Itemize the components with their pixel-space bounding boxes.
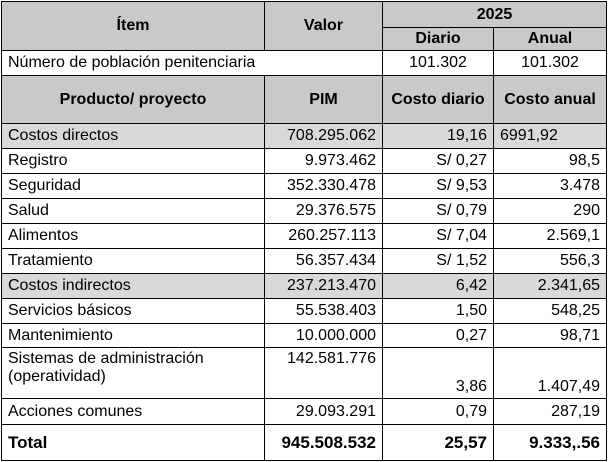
row-anual: 556,3: [494, 249, 607, 274]
table-row: [2, 324, 607, 348]
total-label: Total: [2, 425, 265, 461]
row-pim: 29.093.291: [265, 399, 383, 425]
header-item: Ítem: [2, 2, 265, 51]
row-label: Sistemas de administración (operatividad): [2, 348, 265, 399]
table-row: [2, 149, 607, 174]
row-anual: 1.407,49: [494, 348, 607, 399]
row-anual: 3.478: [494, 174, 607, 199]
row-pim: 9.973.462: [265, 149, 383, 174]
row-label: Mantenimiento: [2, 324, 265, 348]
row-label: Tratamiento: [2, 249, 265, 274]
row-pim: 260.257.113: [265, 224, 383, 249]
population-row: [2, 51, 607, 76]
table-row: [2, 274, 607, 299]
header-row-1: [2, 2, 607, 28]
row-anual: 2.341,65: [494, 274, 607, 299]
table-row: [2, 399, 607, 425]
header-diario: Diario: [383, 28, 494, 51]
table-row: [2, 199, 607, 224]
subheader-producto: Producto/ proyecto: [2, 76, 265, 124]
row-diario: S/ 7,04: [383, 224, 494, 249]
row-label: Salud: [2, 199, 265, 224]
row-anual: 290: [494, 199, 607, 224]
table-row: [2, 249, 607, 274]
row-anual: 98,5: [494, 149, 607, 174]
population-label: Número de población penitenciaria: [2, 51, 383, 76]
subheader-costo-anual: Costo anual: [494, 76, 607, 124]
row-anual: 6991,92: [494, 124, 607, 149]
row-pim: 352.330.478: [265, 174, 383, 199]
row-label: Acciones comunes: [2, 399, 265, 425]
row-diario: S/ 1,52: [383, 249, 494, 274]
row-diario: 6,42: [383, 274, 494, 299]
table-row: [2, 224, 607, 249]
row-diario: S/ 0,79: [383, 199, 494, 224]
row-pim: 142.581.776: [265, 348, 383, 399]
total-anual: 9.333,.56: [494, 425, 607, 461]
row-diario: S/ 9,53: [383, 174, 494, 199]
row-anual: 287,19: [494, 399, 607, 425]
total-diario: 25,57: [383, 425, 494, 461]
subheader-pim: PIM: [265, 76, 383, 124]
header-valor: Valor: [265, 2, 383, 51]
row-diario: 1,50: [383, 299, 494, 324]
row-anual: 98,71: [494, 324, 607, 348]
row-label: Costos indirectos: [2, 274, 265, 299]
row-label: Alimentos: [2, 224, 265, 249]
population-anual: 101.302: [494, 51, 607, 76]
row-diario: 3,86: [383, 348, 494, 399]
row-pim: 29.376.575: [265, 199, 383, 224]
row-diario: S/ 0,27: [383, 149, 494, 174]
header-year: 2025: [383, 2, 607, 28]
row-label: Costos directos: [2, 124, 265, 149]
row-label: Seguridad: [2, 174, 265, 199]
row-anual: 2.569,1: [494, 224, 607, 249]
row-pim: 56.357.434: [265, 249, 383, 274]
row-pim: 10.000.000: [265, 324, 383, 348]
table-row: [2, 124, 607, 149]
row-anual: 548,25: [494, 299, 607, 324]
subheader-costo-diario: Costo diario: [383, 76, 494, 124]
subheader-row: [2, 76, 607, 124]
table-row: [2, 348, 607, 399]
cost-table: [1, 1, 607, 461]
row-label: Servicios básicos: [2, 299, 265, 324]
row-diario: 0,27: [383, 324, 494, 348]
row-diario: 19,16: [383, 124, 494, 149]
header-anual: Anual: [494, 28, 607, 51]
row-pim: 55.538.403: [265, 299, 383, 324]
row-pim: 708.295.062: [265, 124, 383, 149]
population-diario: 101.302: [383, 51, 494, 76]
total-row: [2, 425, 607, 461]
row-diario: 0,79: [383, 399, 494, 425]
table-row: [2, 174, 607, 199]
row-pim: 237.213.470: [265, 274, 383, 299]
row-label: Registro: [2, 149, 265, 174]
table-row: [2, 299, 607, 324]
total-pim: 945.508.532: [265, 425, 383, 461]
